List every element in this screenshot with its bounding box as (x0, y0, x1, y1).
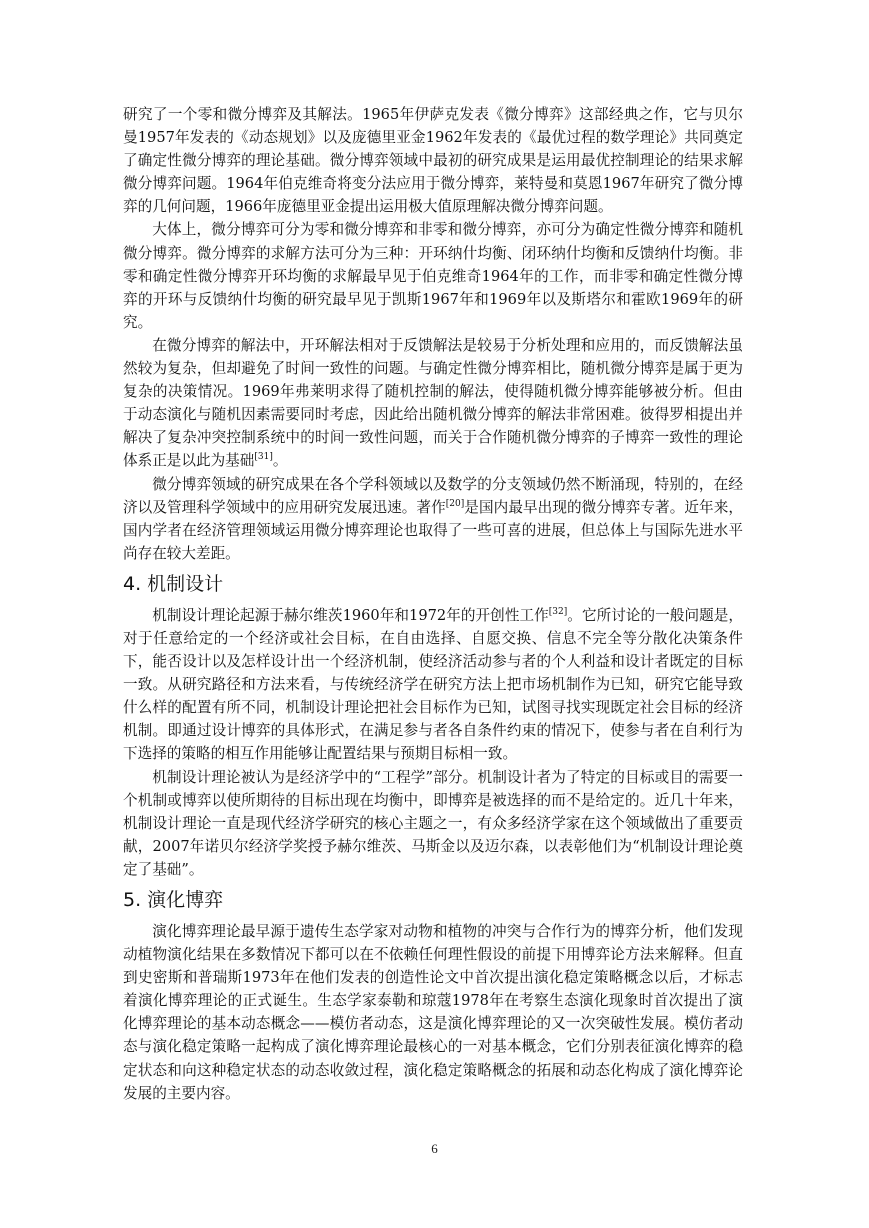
paragraph-text: 在微分博弈的解法中，开环解法相对于反馈解法是较易于分析处理和应用的，而反馈解法虽然较为复杂，但却避免了时间一致性的问题。与确定性微分博弈相比，随机微分博弈是属于更为复杂的决策情况。1969年弗莱明求得了随机控制的解法，使得随机微分博弈能够被分析。但由于动态演化与随机因素需要同时考虑，因此给出随机微分博弈的解法非常困难。彼得罗相提出并解决了复杂冲突控制系统中的时间一致性问题，而关于合作随机微分博弈的子博弈一致性的理论体系正是以此为基础 (123, 336, 743, 470)
paragraph-text-cont: 是国内最早出现的微分博弈专著。近年来，国内学者在经济管理领域运用微分博弈理论也取得了一些可喜的进展，但总体上与国际先进水平尚存在较大差距。 (123, 498, 743, 562)
citation-ref: [31] (254, 452, 273, 463)
paragraph-text: 机制设计理论起源于赫尔维茨1960年和1972年的开创性工作 (152, 606, 549, 624)
paragraph-text-cont: 。它所讨论的一般问题是，对于任意给定的一个经济或社会目标，在自由选择、自愿交换、信息不完全等分散化决策条件下，能否设计以及怎样设计出一个经济机制，使经济活动参与者的个人利益和设计者既定的目标一致。从研究路径和方法来看，与传统经济学在研究方法上把市场机制作为已知，研究它能导致什么样的配置有所不同，机制设计理论把社会目标作为已知，试图寻找实现既定社会目标的经济机制。即通过设计博弈的具体形式，在满足参与者各自条件约束的情况下，使参与者在自利行为下选择的策略的相互作用能够让配置结果与预期目标相一致。 (123, 606, 743, 763)
paragraph-differential-game-types: 大体上，微分博弈可分为零和微分博弈和非零和微分博弈，亦可分为确定性微分博弈和随机微分博弈。微分博弈的求解方法可分为三种：开环纳什均衡、闭环纳什均衡和反馈纳什均衡。非零和确定性微分博弈开环均衡的求解最早见于伯克维奇1964年的工作，而非零和确定性微分博弈的开环与反馈纳什均衡的研究最早见于凯斯1967年和1969年以及斯塔尔和霍欧1969年的研究。 (123, 221, 743, 331)
section-heading-mechanism-design: 4. 机制设计 (123, 572, 224, 595)
paragraph-differential-game-solutions (123, 334, 743, 473)
page-number: 6 (431, 1141, 438, 1156)
section-heading-evolutionary-game: 5. 演化博弈 (123, 889, 224, 911)
paragraph-differential-game-history: 研究了一个零和微分博弈及其解法。1965年伊萨克发表《微分博弈》这部经典之作，它与贝尔曼1957年发表的《动态规划》以及庞德里亚金1962年发表的《最优过程的数学理论》共同奠定了确定性微分博弈的理论基础。微分博弈领域中最初的研究成果是运用最优控制理论的结果求解微分博弈问题。1964年伯克维奇将变分法应用于微分博弈，莱特曼和莫恩1967年研究了微分博弈的几何问题，1966年庞德里亚金提出运用极大值原理解决微分博弈问题。 (123, 106, 743, 216)
citation-ref: [32] (548, 607, 568, 618)
paragraph-mechanism-design-origin (123, 604, 743, 766)
page-body (123, 103, 743, 1105)
paragraph-text-end: 。 (272, 452, 288, 470)
paragraph-differential-game-applications (123, 473, 743, 565)
citation-ref: [20] (445, 498, 465, 509)
paragraph-evolutionary-game: 演化博弈理论最早源于遗传生态学家对动物和植物的冲突与合作行为的博弈分析，他们发现动植物演化结果在多数情况下都可以在不依赖任何理性假设的前提下用博弈论方法来解释。但直到史密斯和普瑞斯1973年在他们发表的创造性论文中首次提出演化稳定策略概念以后，才标志着演化博弈理论的正式诞生。生态学家泰勒和琼蔻1978年在考察生态演化现象时首次提出了演化博弈理论的基本动态概念——模仿者动态，这是演化博弈理论的又一次突破性发展。模仿者动态与演化稳定策略一起构成了演化博弈理论最核心的一对基本概念，它们分别表征演化博弈的稳定状态和向这种稳定状态的动态收敛过程，演化稳定策略概念的拓展和动态化构成了演化博弈论发展的主要内容。 (123, 923, 743, 1102)
paragraph-text: 微分博弈领域的研究成果在各个学科领域以及数学的分支领域仍然不断涌现，特别的，在经济以及管理科学领域中的应用研究发展迅速。著作 (123, 475, 743, 516)
paragraph-mechanism-design-engineering: 机制设计理论被认为是经济学中的“工程学”部分。机制设计者为了特定的目标或目的需要一个机制或博弈以使所期待的目标出现在均衡中，即博弈是被选择的而不是给定的。近几十年来，机制设计理论一直是现代经济学研究的核心主题之一，有众多经济学家在这个领域做出了重要贡献，2007年诺贝尔经济学奖授予赫尔维茨、马斯金以及迈尔森，以表彰他们为“机制设计理论奠定了基础”。 (123, 768, 743, 878)
